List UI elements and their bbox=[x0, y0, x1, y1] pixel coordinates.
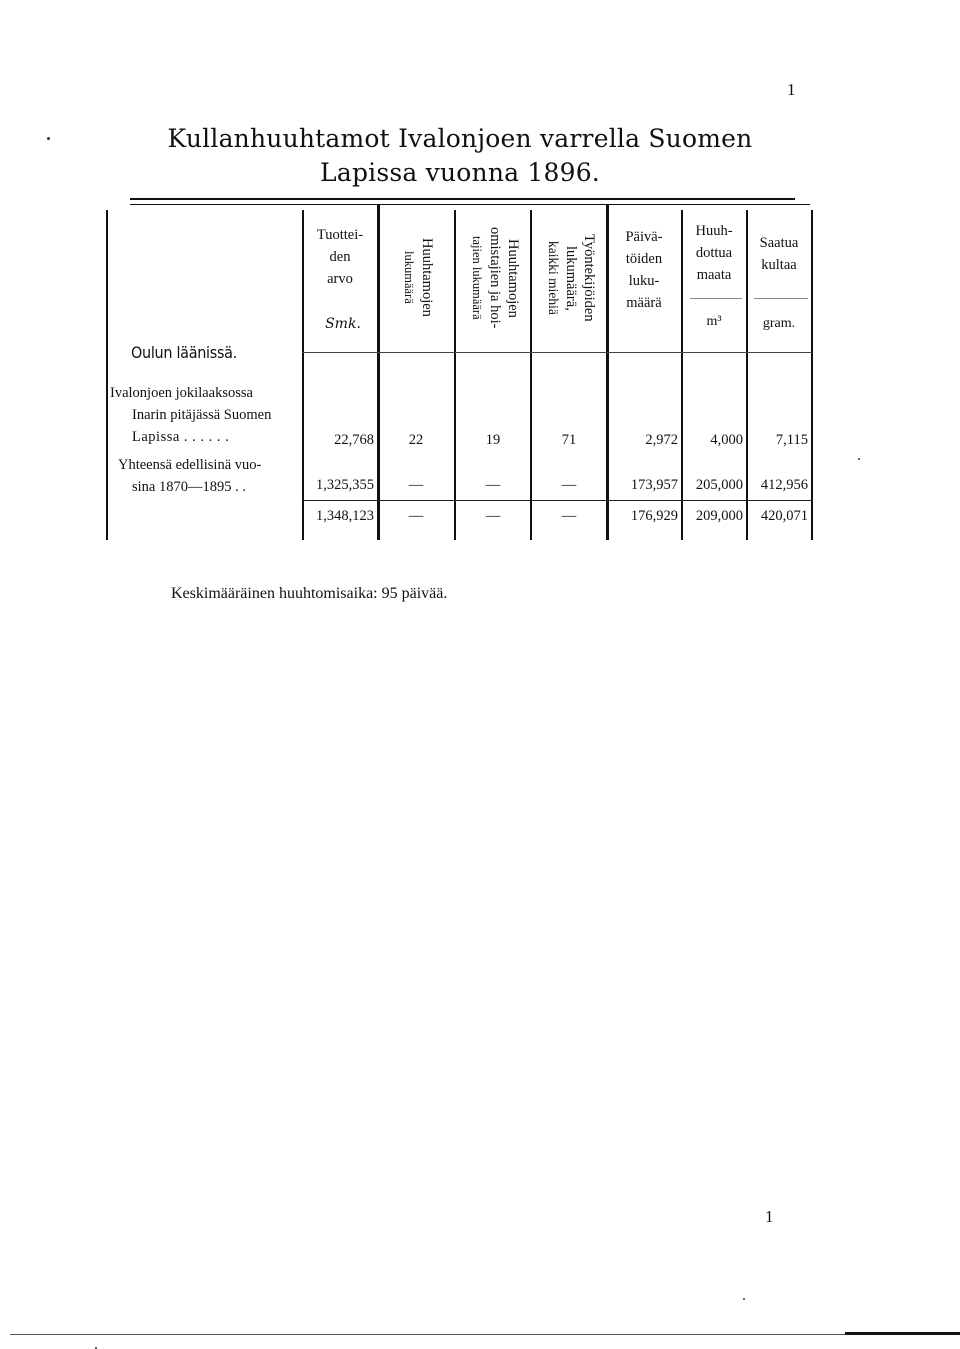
row-2-huuhdottua-maata: 205,000 bbox=[695, 477, 743, 493]
bottom-page-number: 1 bbox=[765, 1207, 774, 1226]
header-text: Huuh- bbox=[695, 223, 733, 239]
row-label-line: Ivalonjoen jokilaaksossa bbox=[110, 385, 253, 401]
header-huuhdottua-maata bbox=[683, 220, 745, 286]
header-saatua-kultaa bbox=[748, 232, 810, 276]
row-2-paivatoiden-lukumaara: 173,957 bbox=[630, 477, 678, 493]
header-text: omistajien ja hoi- bbox=[487, 227, 503, 329]
header-text: määrä bbox=[626, 295, 662, 311]
row-1-huuhtamojen-lukumaara: 22 bbox=[408, 432, 424, 448]
row-2-label bbox=[108, 454, 261, 498]
scan-speck bbox=[743, 1298, 745, 1300]
unit-rule-maata bbox=[690, 298, 742, 299]
row-1-label bbox=[108, 382, 271, 448]
row-1-paivatoiden-lukumaara: 2,972 bbox=[645, 432, 678, 448]
header-text: Saatua bbox=[759, 235, 799, 251]
unit-m3: m³ bbox=[706, 314, 722, 329]
header-text: kaikki miehiä bbox=[546, 241, 561, 315]
bottom-edge-rule bbox=[10, 1334, 950, 1335]
header-tuotteiden-arvo bbox=[304, 224, 376, 290]
header-paivatoiden-lukumaara bbox=[608, 226, 680, 314]
bottom-edge-rule-dark bbox=[845, 1332, 960, 1335]
row-label-line: Yhteensä edellisinä vuo- bbox=[118, 457, 262, 473]
total-omistajien-lukumaara: — bbox=[485, 508, 501, 524]
row-2-tyontekijoiden-lukumaara: — bbox=[561, 477, 577, 493]
total-tyontekijoiden-lukumaara: — bbox=[561, 508, 577, 524]
header-text: kultaa bbox=[761, 257, 797, 273]
header-text: dottua bbox=[695, 245, 733, 261]
title-line-2: Lapissa vuonna 1896. bbox=[320, 158, 600, 187]
row-1-omistajien-lukumaara: 19 bbox=[485, 432, 501, 448]
total-saatua-kultaa: 420,071 bbox=[760, 508, 808, 524]
header-text: Huuhtamojen bbox=[419, 237, 435, 317]
header-text: den bbox=[329, 249, 351, 265]
header-text: tajien lukumäärä bbox=[470, 236, 484, 320]
row-2-tuotteiden-arvo: 1,325,355 bbox=[316, 477, 374, 493]
section-heading: Oulun läänissä. bbox=[131, 343, 237, 362]
row-1-tuotteiden-arvo: 22,768 bbox=[334, 432, 374, 448]
total-tuotteiden-arvo: 1,348,123 bbox=[316, 508, 374, 524]
unit-smk: Smk. bbox=[325, 316, 361, 332]
header-text: lukumäärä, bbox=[563, 245, 579, 311]
header-text: Työntekijöiden bbox=[581, 234, 597, 322]
row-label-line: Inarin pitäjässä Suomen bbox=[132, 407, 272, 423]
title-rule-bottom bbox=[130, 204, 810, 205]
row-2-omistajien-lukumaara: — bbox=[485, 477, 501, 493]
header-text: luku- bbox=[628, 273, 660, 289]
title-rule-top bbox=[130, 198, 795, 200]
title-line-1: Kullanhuuhtamot Ivalonjoen varrella Suomen bbox=[167, 124, 753, 153]
header-text: töiden bbox=[625, 251, 663, 267]
unit-gram: gram. bbox=[762, 316, 796, 331]
header-tyontekijoiden-lukumaara bbox=[538, 218, 598, 338]
total-huuhtamojen-lukumaara: — bbox=[408, 508, 424, 524]
document-title bbox=[140, 122, 780, 190]
total-huuhdottua-maata: 209,000 bbox=[695, 508, 743, 524]
header-text: arvo bbox=[327, 271, 353, 287]
row-1-saatua-kultaa: 7,115 bbox=[775, 432, 808, 448]
header-text: Tuottei- bbox=[316, 227, 364, 243]
scan-speck bbox=[858, 458, 860, 460]
table-right-border bbox=[811, 210, 813, 540]
row-1-tyontekijoiden-lukumaara: 71 bbox=[561, 432, 577, 448]
header-text: lukumäärä bbox=[402, 250, 416, 304]
row-2-huuhtamojen-lukumaara: — bbox=[408, 477, 424, 493]
unit-rule-kultaa bbox=[754, 298, 808, 299]
header-text: Päivä- bbox=[625, 229, 663, 245]
sum-rule bbox=[302, 500, 812, 501]
footer-note: Keskimääräinen huuhtomisaika: 95 päivää. bbox=[171, 585, 448, 602]
header-huuhtamojen-lukumaara bbox=[392, 222, 436, 332]
total-paivatoiden-lukumaara: 176,929 bbox=[630, 508, 678, 524]
top-page-number: 1 bbox=[787, 80, 796, 99]
row-2-saatua-kultaa: 412,956 bbox=[760, 477, 808, 493]
scan-speck bbox=[47, 137, 50, 140]
header-rule bbox=[302, 352, 812, 353]
header-omistajien-lukumaara bbox=[462, 218, 522, 338]
row-label-line: sina 1870—1895 . . bbox=[132, 479, 246, 495]
row-label-line: Lapissa . . . . . . bbox=[132, 429, 230, 445]
header-text: Huuhtamojen bbox=[505, 238, 521, 318]
row-1-huuhdottua-maata: 4,000 bbox=[710, 432, 743, 448]
header-text: maata bbox=[696, 267, 732, 283]
